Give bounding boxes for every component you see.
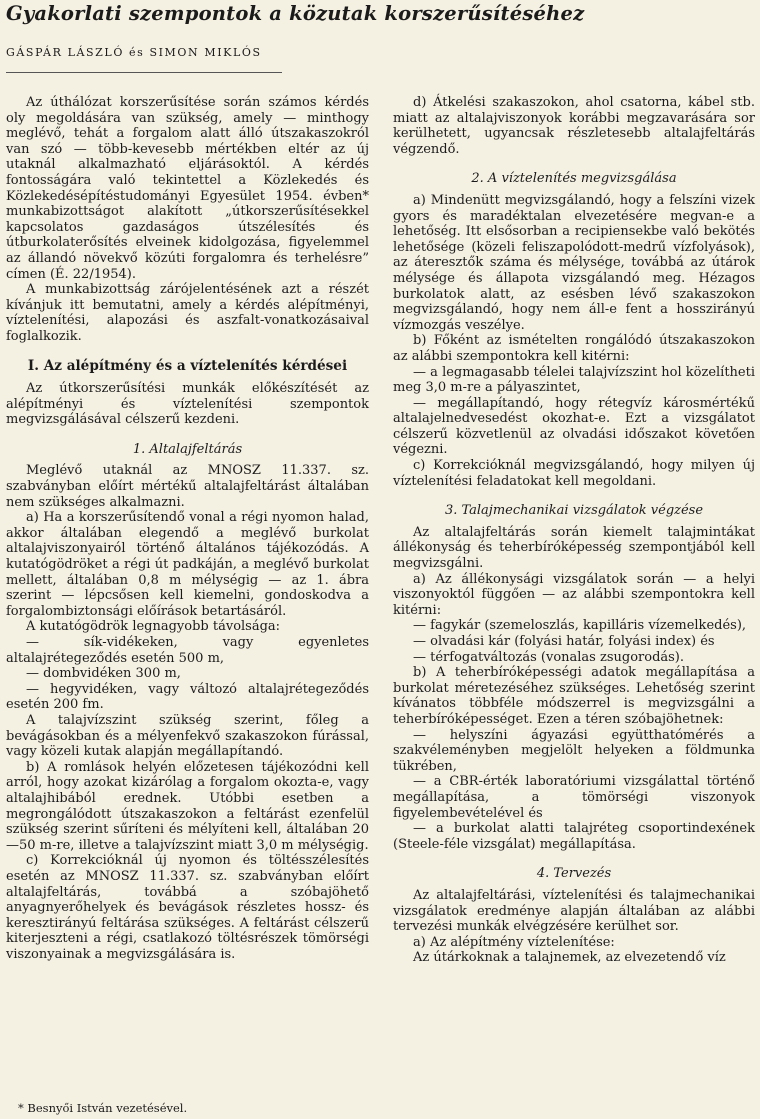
footnote: * Besnyői István vezetésével. (18, 1101, 188, 1115)
article-title: Gyakorlati szempontok a közutak korszerűsítéséhez (6, 2, 585, 25)
paragraph: a) Mindenütt megvizsgálandó, hogy a felszíni vizek gyors és maradéktalan elvezetésére megvan-e a lehetőség. Itt elsősorban a recipiensekbe való bekötés lehetősége (közeli feliszapolódott-medrű vízfolyások), az áteresztők száma és mélysége, továbbá az útárok mélysége és állapota vizsgálandó meg. Hézagos burkolatok alatt, az esésben lévő szakaszokon megvizsgálandó, hogy nem áll-e fent a hosszirányú vízmozgás veszélye. (393, 192, 755, 333)
right-column (393, 95, 755, 966)
list-item: — fagykár (szemeloszlás, kapilláris vízemelkedés), (413, 618, 747, 634)
section-heading: I. Az alépítmény és a víztelenítés kérdései (27, 357, 348, 374)
subsection-heading: 4. Tervezés (536, 866, 612, 882)
paragraph: b) A teherbíróképességi adatok megállapítása a burkolat méretezéséhez szükséges. Lehetőség szerint kívánatos többféle módszerrel is megvizsgálni a teherbíróképességet. Ezen a téren szóbajöhetnek: (393, 665, 755, 727)
paragraph: c) Korrekcióknál megvizsgálandó, hogy milyen új víztelenítési feladatokat kell megoldani. (393, 458, 755, 489)
paragraph: Az úthálózat korszerűsítése során számos kérdés oly megoldására van szükség, amely — minthogy meglévő, tehát a forgalom alatt álló útszakaszokról van szó — több-kevesebb mértékben eltér az új utaknál alkalmazható eljárásoktól. A kérdés fontosságára való tekintettel a Közlekedés és Közlekedésépítéstudományi Egyesület 1954. évben* munkabizottságot alakított „útkorszerűsítésekkel kapcsolatos gazdaságos útszélesítés és útburkolaterősítés elveinek kidolgozása, figyelemmel az állandó növekvő közúti forgalomra és terhelésre” címen (É. 22/1954). (6, 95, 369, 282)
list-item: — térfogatváltozás (vonalas zsugorodás). (413, 649, 685, 665)
title-rule (6, 72, 282, 73)
list-item: — a CBR-érték laboratóriumi vizsgálattal történő megállapítása, a tömörségi viszonyok figyelembevételével és (393, 774, 755, 821)
paragraph: a) Az állékonysági vizsgálatok során — a helyi viszonyoktól függően — az alábbi szempontokra kell kitérni: (393, 571, 755, 618)
paragraph: b) Főként az ismételten rongálódó útszakaszokon az alábbi szempontokra kell kitérni: (393, 333, 755, 364)
paragraph: b) A romlások helyén előzetesen tájékozódni kell arról, hogy azokat kizárólag a forgalom okozta-e, vagy altalajhibából erednek. Utóbbi esetben a megrongálódott útszakaszokon a feltárást ezenfelül szükség szerint sűríteni és mélyíteni kell, általában 20—50 m-re, illetve a talajvízszint miatt 3,0 m mélységig. (6, 759, 369, 853)
paragraph: A munkabizottság zárójelentésének azt a részét kívánjuk itt bemutatni, amely a kérdés alépítményi, víztelenítési, alapozási és aszfalt-vonatkozásaival foglalkozik. (6, 282, 369, 344)
list-item: — dombvidéken 300 m, (26, 666, 181, 682)
paragraph: Az altalajfeltárás során kiemelt talajmintákat állékonyság és teherbíróképesség szempontjából kell megvizsgálni. (393, 524, 755, 572)
list-item: — a legmagasabb télelei talajvízszint hol közelítheti meg 3,0 m-re a pályaszintet, (393, 364, 755, 396)
paragraph: Meglévő utaknál az MNOSZ 11.337. sz. szabványban előírt mértékű altalajfeltárást általában nem szükséges alkalmazni. (6, 463, 369, 510)
paragraph: c) Korrekcióknál új nyomon és töltésszélesítés esetén az MNOSZ 11.337. sz. szabványban előírt altalajfeltárás, továbbá a szóbajöhető anyagnyerőhelyek és bevágások részletes hossz- és keresztirányú feltárása szükséges. A feltárást célszerű kiterjeszteni a régi, csatlakozó töltésrészek tömörségi viszonyainak a megvizsgálására is. (6, 853, 369, 962)
article-authors: GÁSPÁR LÁSZLÓ és SIMON MIKLÓS (6, 46, 262, 59)
list-item: — megállapítandó, hogy rétegvíz károsmértékű altalajelnedvesedést okozhat-e. Ezt a vizsgálatot célszerű közvetlenül az olvadási időszakot követően végezni. (393, 395, 755, 458)
subsection-heading: 2. A víztelenítés megvizsgálása (471, 171, 677, 187)
paragraph: A talajvízszint szükség szerint, főleg a bevágásokban és a mélyenfekvő szakaszokon fúrással, vagy közeli kutak alapján megállapítandó. (6, 712, 369, 760)
paragraph: A kutatógödrök legnagyobb távolsága: (26, 619, 281, 635)
paragraph: Az altalajfeltárási, víztelenítési és talajmechanikai vizsgálatok eredménye alapján általában az alábbi tervezési munkák elvégzésére kerülhet sor. (393, 887, 755, 935)
subsection-heading: 1. Altalajfeltárás (132, 441, 243, 457)
paragraph: d) Átkelési szakaszokon, ahol csatorna, kábel stb. miatt az altalajviszonyok korábbi megzavarására sor kerülhetett, ugyancsak részletesebb altalajfeltárás végzendő. (393, 95, 755, 157)
list-item: — helyszíni ágyazási együtthatómérés a szakvéleményben megjelölt helyeken a földmunka tükrében, (393, 727, 755, 774)
list-item: — olvadási kár (folyási határ, folyási index) és (413, 634, 715, 649)
list-item: — sík-vidékeken, vagy egyenletes altalajrétegeződés esetén 500 m, (6, 635, 369, 666)
paragraph: a) Ha a korszerűsítendő vonal a régi nyomon halad, akkor általában elegendő a meglévő burkolat altalajviszonyairól történő általános tájékozódás. A kutatógödröket a régi út padkáján, a meglévő burkolat mellett, általában 0,8 m mélységig — az 1. ábra szerint — lépcsősen kell kiemelni, gondoskodva a forgalombiztonsági előírások betartásáról. (6, 510, 369, 619)
left-column (6, 95, 369, 962)
paragraph: Az útárkoknak a talajnemek, az elvezetendő víz (413, 950, 726, 966)
paragraph: a) Az alépítmény víztelenítése: (413, 934, 615, 950)
subsection-heading: 3. Talajmechanikai vizsgálatok végzése (444, 503, 704, 519)
list-item: — hegyvidéken, vagy változó altalajrétegeződés esetén 200 fm. (6, 681, 369, 713)
list-item: — a burkolat alatti talajréteg csoportindexének (Steele-féle vizsgálat) megállapítása. (393, 821, 755, 852)
paragraph: Az útkorszerűsítési munkák előkészítését az alépítményi és víztelenítési szempontok megvizsgálásával célszerű kezdeni. (6, 381, 369, 428)
